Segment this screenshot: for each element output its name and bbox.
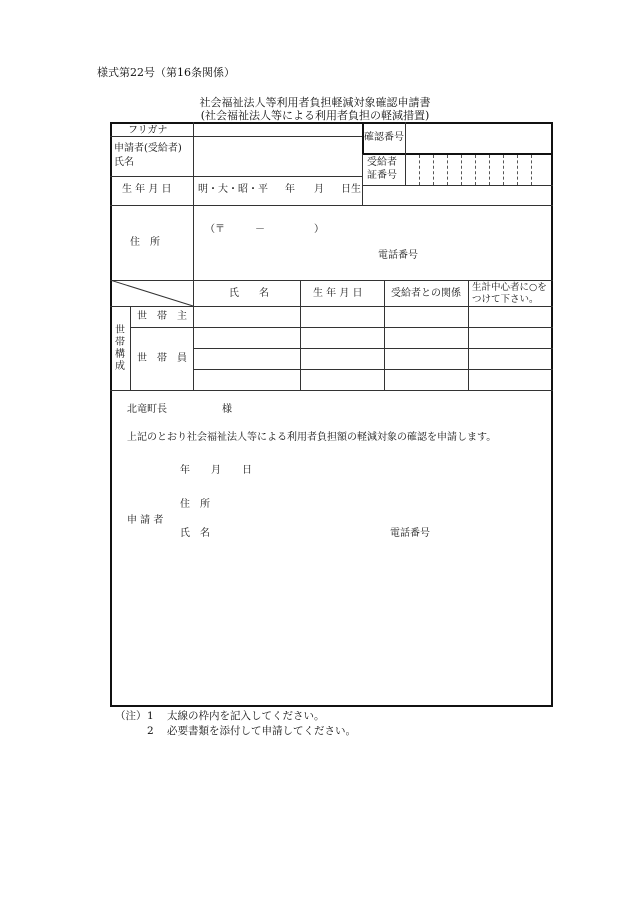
digit-divider <box>517 155 518 185</box>
divider <box>362 154 363 205</box>
furigana-label: フリガナ <box>128 125 168 136</box>
divider <box>110 136 362 137</box>
digit-divider <box>475 155 476 185</box>
postal-prefix: （〒 <box>205 224 225 235</box>
divider <box>300 280 301 390</box>
birth-date-label: 生 年 月 日 <box>122 184 172 195</box>
household-head-label: 世 帯 主 <box>137 311 187 322</box>
diagonal-cell <box>110 280 194 307</box>
declaration-name-label: 氏 名 <box>180 528 210 539</box>
digit-divider <box>531 155 532 185</box>
birth-day-label: 日生 <box>341 184 361 195</box>
household-col-name: 氏 名 <box>229 288 269 299</box>
applicant-name-label: 氏名 <box>114 157 134 168</box>
divider <box>110 390 553 391</box>
date-month-label: 月 <box>211 465 221 476</box>
recipient-number-label: 証番号 <box>367 170 397 181</box>
date-year-label: 年 <box>180 465 190 476</box>
divider <box>384 280 385 390</box>
digit-divider <box>503 155 504 185</box>
note-number: 1 <box>147 710 154 722</box>
divider <box>362 153 553 155</box>
household-side-label: 世帯構成 <box>115 325 125 372</box>
postal-close: ） <box>314 224 324 235</box>
household-col-relation: 受給者との関係 <box>391 288 461 299</box>
postal-dash: － <box>255 224 265 235</box>
birth-month-label: 月 <box>314 184 324 195</box>
divider <box>110 205 553 206</box>
digit-divider <box>489 155 490 185</box>
declaration-statement: 上記のとおり社会福祉法人等による利用者負担額の軽減対象の確認を申請します。 <box>127 432 497 443</box>
household-member-label: 世 帯 員 <box>137 353 187 364</box>
divider <box>405 154 406 186</box>
digit-divider <box>419 155 420 185</box>
form-frame <box>110 122 553 707</box>
divider <box>110 176 362 177</box>
address-label: 住 所 <box>130 237 160 248</box>
divider <box>193 369 553 370</box>
divider <box>468 280 469 390</box>
applicant-label: 申 請 者 <box>127 515 164 526</box>
note-text: 太線の枠内を記入してください。 <box>167 710 325 722</box>
form-title: 社会福祉法人等利用者負担軽減対象確認申請書 <box>199 96 431 109</box>
digit-divider <box>461 155 462 185</box>
divider <box>130 306 131 390</box>
birth-year-label: 年 <box>285 184 295 195</box>
date-day-label: 日 <box>242 465 252 476</box>
declaration-address-label: 住 所 <box>180 499 210 510</box>
divider <box>193 348 553 349</box>
note-number: 2 <box>147 725 154 737</box>
era-options: 明・大・昭・平 <box>198 184 268 195</box>
digit-divider <box>447 155 448 185</box>
declaration-phone-label: 電話番号 <box>390 528 430 539</box>
form-number: 様式第22号（第16条関係） <box>97 66 235 79</box>
confirmation-number-label: 確認番号 <box>364 132 404 143</box>
note-text: 必要書類を添付して申請してください。 <box>167 725 356 737</box>
phone-label: 電話番号 <box>378 250 418 261</box>
recipient-number-label: 受給者 <box>367 157 397 168</box>
household-col-breadwinner: 生計中心者に○をつけて下さい。 <box>472 282 547 305</box>
divider <box>362 185 553 186</box>
honorific: 様 <box>222 404 232 415</box>
digit-divider <box>433 155 434 185</box>
form-subtitle: (社会福祉法人等による利用者負担の軽減措置) <box>200 109 430 122</box>
household-col-birthdate: 生 年 月 日 <box>313 288 363 299</box>
divider <box>405 122 406 154</box>
notes-prefix: （注） <box>115 710 147 722</box>
divider <box>193 122 194 280</box>
addressee: 北竜町長 <box>127 404 167 415</box>
applicant-name-label: 申請者(受給者) <box>114 143 182 154</box>
